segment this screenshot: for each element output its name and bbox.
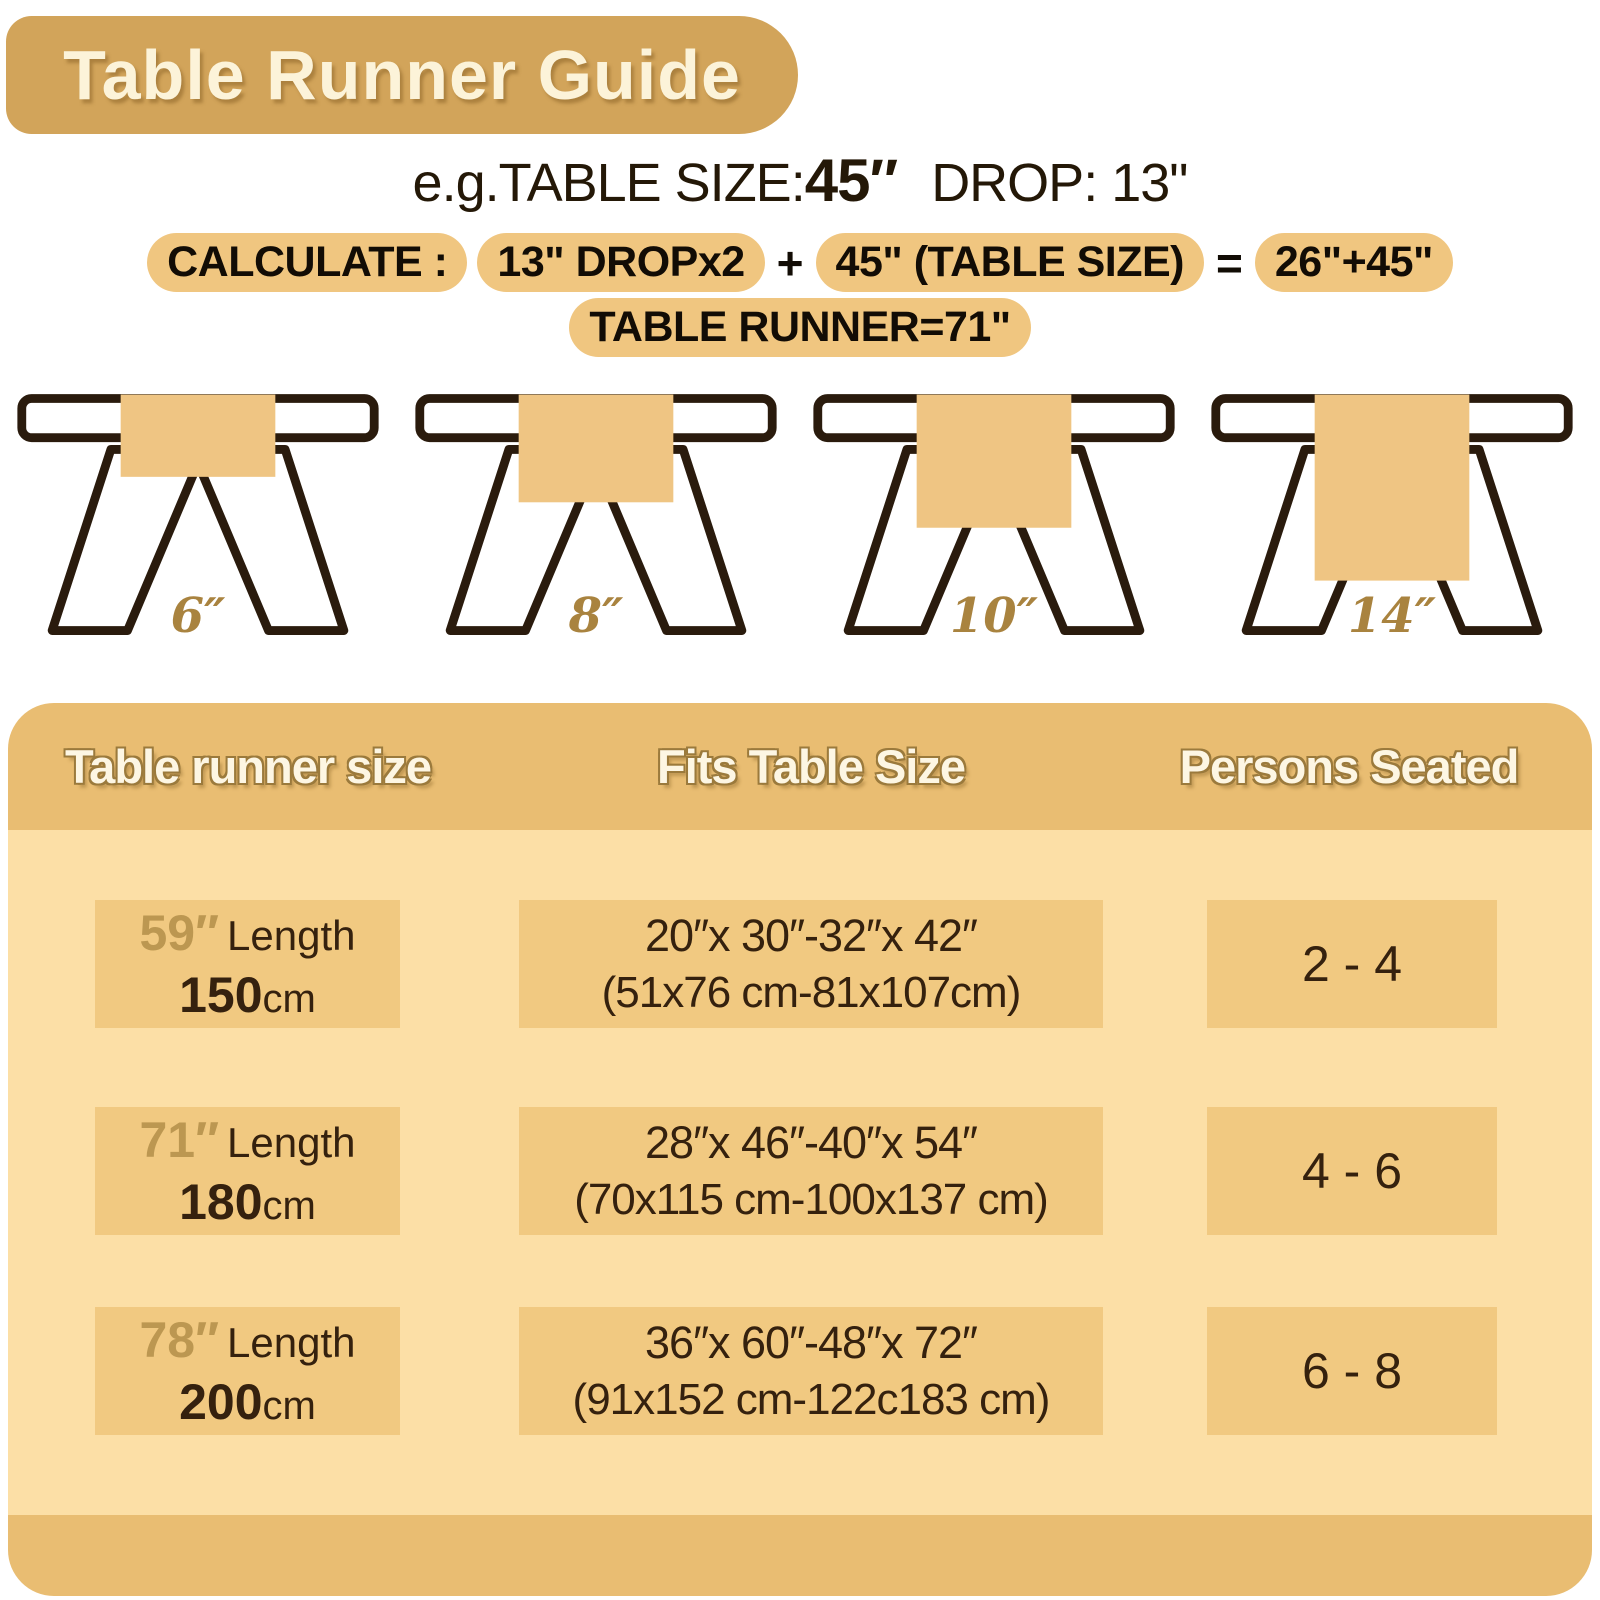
calc-drop-term-pill: 13" DROPx2 xyxy=(477,233,764,292)
cm-unit: cm xyxy=(262,1384,316,1428)
length-inches: 71″ xyxy=(139,1112,220,1168)
title-badge xyxy=(6,16,798,134)
runner-drop-rect xyxy=(1315,395,1470,581)
length-word: Length xyxy=(227,1319,356,1366)
runner-result-pill: TABLE RUNNER=71" xyxy=(569,298,1030,357)
example-table-size: 45″ xyxy=(804,147,898,214)
calc-label-pill: CALCULATE : xyxy=(147,233,467,292)
table-illustration-6in xyxy=(12,386,384,646)
fits-table-cell-row1 xyxy=(519,900,1103,1028)
length-inches: 78″ xyxy=(139,1312,220,1368)
fits-table-cell-row2 xyxy=(519,1107,1103,1235)
equals-sign: = xyxy=(1215,236,1243,289)
fits-table-cell-row3 xyxy=(519,1307,1103,1435)
drop-length-label: 6″ xyxy=(170,588,226,644)
length-word: Length xyxy=(227,912,356,959)
fits-cm: (91x152 cm-122c183 cm) xyxy=(572,1374,1050,1424)
drop-illustrations xyxy=(12,386,1578,646)
drop-length-label: 8″ xyxy=(568,588,624,644)
size-chart-body xyxy=(8,830,1592,1515)
calc-sum-pill: 26"+45" xyxy=(1255,233,1453,292)
calc-size-term-pill: 45" (TABLE SIZE) xyxy=(816,233,1204,292)
result-line xyxy=(0,298,1600,357)
runner-drop-rect xyxy=(519,395,674,503)
fits-cm: (70x115 cm-100x137 cm) xyxy=(574,1174,1048,1224)
persons-range: 2 - 4 xyxy=(1301,936,1403,992)
fits-cm: (51x76 cm-81x107cm) xyxy=(601,967,1021,1017)
runner-drop-rect xyxy=(917,395,1072,528)
table-illustration-8in xyxy=(410,386,782,646)
runner-size-cell-row2 xyxy=(95,1107,400,1235)
drop-length-label: 14″ xyxy=(1347,588,1437,644)
table-illustration-14in xyxy=(1206,386,1578,646)
column-header-persons: Persons Seated xyxy=(1179,740,1519,793)
persons-cell-row2 xyxy=(1207,1107,1497,1235)
column-header-runner-size: Table runner size xyxy=(64,740,432,793)
table-illustration-10in xyxy=(808,386,1180,646)
example-prefix: e.g.TABLE SIZE: xyxy=(412,153,805,213)
persons-cell-row1 xyxy=(1207,900,1497,1028)
cm-unit: cm xyxy=(262,977,316,1021)
example-line xyxy=(0,146,1600,215)
length-cm-value: 150 xyxy=(179,967,263,1023)
runner-drop-rect xyxy=(121,395,276,477)
length-cm-value: 180 xyxy=(179,1174,263,1230)
length-inches: 59″ xyxy=(139,905,220,961)
drop-length-label: 10″ xyxy=(949,588,1039,644)
plus-sign: + xyxy=(776,236,804,289)
calculation-line xyxy=(0,233,1600,292)
length-word: Length xyxy=(227,1119,356,1166)
persons-range: 6 - 8 xyxy=(1301,1343,1403,1399)
persons-range: 4 - 6 xyxy=(1301,1143,1403,1199)
runner-size-cell-row3 xyxy=(95,1307,400,1435)
fits-inches: 36″x 60″-48″x 72″ xyxy=(645,1317,977,1369)
fits-inches: 20″x 30″-32″x 42″ xyxy=(645,910,977,962)
fits-inches: 28″x 46″-40″x 54″ xyxy=(645,1117,977,1169)
cm-unit: cm xyxy=(262,1184,316,1228)
persons-cell-row3 xyxy=(1207,1307,1497,1435)
length-cm-value: 200 xyxy=(179,1374,263,1430)
column-header-fits-table: Fits Table Size xyxy=(657,740,965,793)
page-title: Table Runner Guide xyxy=(63,36,741,114)
size-chart-panel xyxy=(8,703,1592,1596)
example-drop: DROP: 13" xyxy=(931,153,1188,213)
runner-size-cell-row1 xyxy=(95,900,400,1028)
